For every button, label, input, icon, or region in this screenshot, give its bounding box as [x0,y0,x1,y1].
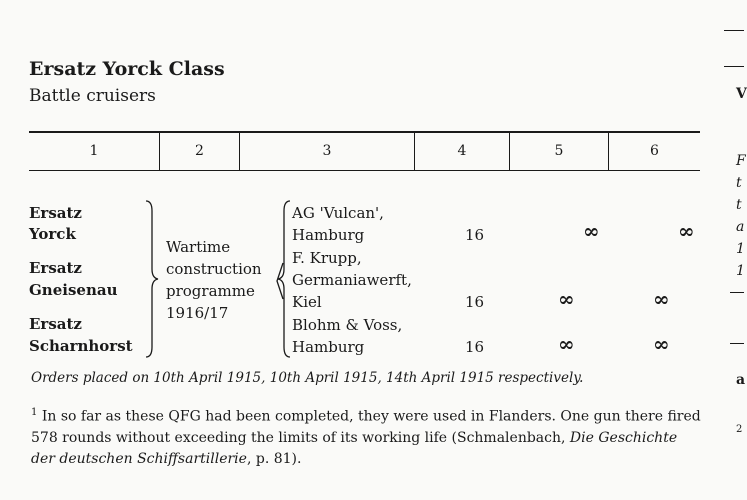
ship-3-col4: 16 [465,338,485,356]
footnote-marker: 1 [31,407,38,418]
right-edge-rule-3 [730,292,744,293]
programme-line-3: programme [166,282,255,300]
ship-1-name-line1: Ersatz [29,204,82,222]
right-fragment-8: a [736,372,746,388]
col-header-2: 2 [195,143,204,159]
table-top-rule [29,131,700,133]
brace-yards [276,199,292,359]
orders-note: Orders placed on 10th April 1915, 10th April 1915, 14th April 1915 respectively. [31,370,584,386]
page-title: Ersatz Yorck Class [29,58,225,80]
ship-2-col5: ∞ [558,287,575,311]
right-fragment-6: 1 [736,241,745,257]
right-fragment-9: 2 [736,424,743,435]
col-header-3: 3 [322,143,332,159]
col-header-1: 1 [89,143,99,159]
ship-3-name-line2: Scharnhorst [29,337,133,355]
right-fragment-5: a [736,219,745,235]
ship-1-col6: ∞ [678,219,695,243]
yard-2-line3: Kiel [292,293,322,311]
brace-ships [144,199,160,359]
yard-3-line2: Hamburg [292,338,365,356]
right-edge-rule-1 [724,30,744,31]
yard-3-line1: Blohm & Voss, [292,316,403,334]
programme-line-4: 1916/17 [166,304,229,322]
footnote-text-after: , p. 81). [246,450,302,467]
col-header-5: 5 [554,143,564,159]
ship-2-col6: ∞ [653,287,670,311]
right-edge-rule-2 [724,66,744,67]
ship-2-col4: 16 [465,293,485,311]
right-fragment-1: V [736,86,747,102]
footnote [31,402,703,470]
ship-2-name-line1: Ersatz [29,259,82,277]
right-fragment-4: t [736,197,742,213]
ship-3-name-line1: Ersatz [29,315,82,333]
right-fragment-3: t [736,175,742,191]
ship-1-name-line2: Yorck [29,225,76,243]
ship-3-col5: ∞ [558,332,575,356]
right-edge-rule-4 [730,343,744,344]
footnote-book-title: Die Geschichte der deutschen Schiffsartillerie [31,429,678,467]
col-header-6: 6 [650,143,659,159]
ship-3-col6: ∞ [653,332,670,356]
table-header-bottom-rule [29,170,700,171]
ship-1-col5: ∞ [583,219,600,243]
right-fragment-7: 1 [736,263,745,279]
yard-2-line1: F. Krupp, [292,249,362,267]
footnote-text: In so far as these QFG had been completed, they were used in Flanders. One gun there fired 578 rounds without exceeding the limits of its working life (Schmalenbach, [31,408,701,446]
yard-1-line1: AG 'Vulcan', [292,204,384,222]
programme-line-2: construction [166,260,262,278]
ship-1-col4: 16 [465,226,485,244]
col-header-4: 4 [457,143,467,159]
yard-1-line2: Hamburg [292,226,365,244]
yard-2-line2: Germaniawerft, [292,271,412,289]
right-fragment-2: F [736,153,746,169]
ship-2-name-line2: Gneisenau [29,281,118,299]
page-subtitle: Battle cruisers [29,86,156,106]
programme-line-1: Wartime [166,238,231,256]
